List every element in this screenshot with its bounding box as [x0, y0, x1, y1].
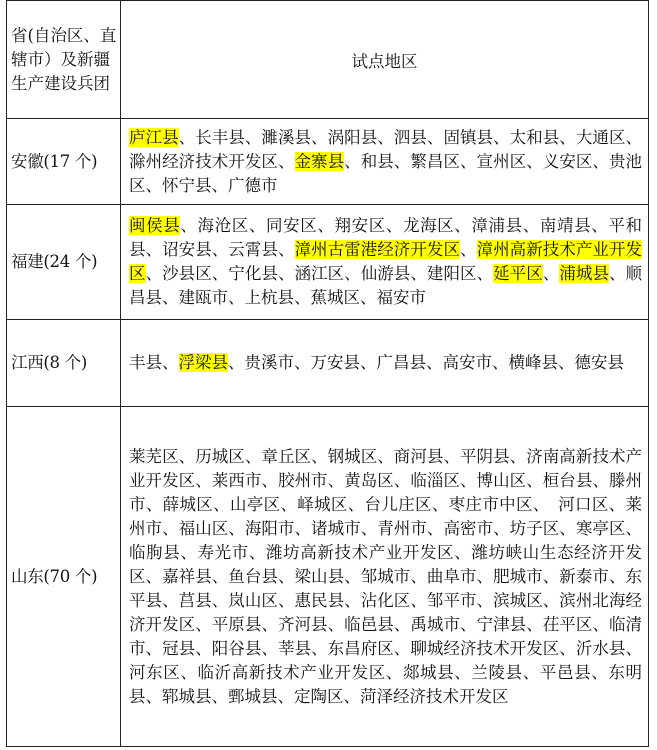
highlighted-region-text: 漳州高新技术产业开发区 — [129, 240, 643, 283]
header-province-cell: 省(自治区、直辖市）及新疆生产建设兵团 — [7, 1, 121, 119]
region-text: 、 — [542, 264, 560, 283]
header-regions-cell: 试点地区 — [121, 1, 649, 119]
region-text: 、和县、繁昌区、宣州区、义安区、贵池区、怀宁县、广德市 — [129, 151, 643, 195]
highlighted-region-text: 闽侯县 — [129, 216, 181, 235]
highlighted-region-text: 金寨县 — [294, 151, 345, 171]
province-cell-fujian: 福建(24 个) — [7, 205, 121, 320]
regions-cell-anhui — [121, 119, 649, 205]
highlighted-region-text: 浮梁县 — [178, 353, 228, 372]
highlighted-region-text: 浦城县 — [559, 264, 609, 283]
highlighted-region-text: 延平区 — [493, 264, 543, 283]
region-text: 、顺昌县、建瓯市、上杭县、蕉城区、福安市 — [129, 264, 643, 307]
region-text: 、长丰县、濉溪县、涡阳县、泗县、固镇县、太和县、大通区、滁州经济技术开发区、 — [129, 127, 643, 171]
province-cell-shandong: 山东(70 个) — [7, 407, 121, 747]
region-text: 、贵溪市、万安县、广昌县、高安市、横峰县、德安县 — [228, 353, 624, 372]
regions-cell-fujian — [121, 205, 649, 320]
highlighted-region-text: 漳州古雷港经济开发区 — [294, 240, 460, 259]
table-row — [7, 119, 649, 205]
header-row — [7, 1, 649, 119]
table-row — [7, 320, 649, 407]
regions-cell-shandong — [121, 407, 649, 747]
pilot-regions-table — [6, 0, 649, 747]
table-row — [7, 407, 649, 747]
region-text: 丰县、 — [129, 353, 179, 372]
highlighted-region-text: 庐江县 — [129, 127, 179, 147]
table-row — [7, 205, 649, 320]
region-text: 、海沧区、同安区、翔安区、龙海区、漳浦县、南靖县、平和县、诏安县、云霄县、 — [129, 216, 643, 259]
region-text: 、沙县区、宁化县、涵江区、仙游县、建阳区、 — [145, 264, 494, 283]
region-text: 莱芜区、历城区、章丘区、钢城区、商河县、平阴县、济南高新技术产业开发区、莱西市、胶州市、黄岛区、临淄区、博山区、桓台县、滕州市、薛城区、山亭区、峄城区、台儿庄区、枣庄市中区、 河口区、莱州市、福山区、海阳市、诸城市、青州市、高密市、坊子区、寒亭区、临朐县、寿光市、潍坊高新技术产业开发区、潍坊峡山生态经济开发区、嘉祥县、鱼台县、梁山县、邹城市、曲阜市、肥城市、新泰市、东平县、莒县、岚山区、惠民县、沾化区、邹平市、滨城区、滨州北海经济开发区、平原县、齐河县、临邑县、禹城市、宁津县、茌平区、临清市、冠县、阳谷县、莘县、东昌府区、聊城经济技术开发区、沂水县、河东区、临沂高新技术产业开发区、郯城县、兰陵县、平邑县、东明县、郓城县、鄄城县、定陶区、菏泽经济技术开发区 — [129, 446, 642, 706]
province-cell-anhui: 安徽(17 个) — [7, 119, 121, 205]
region-text: 、 — [460, 240, 477, 259]
province-cell-jiangxi: 江西(8 个) — [7, 320, 121, 407]
regions-cell-jiangxi — [121, 320, 649, 407]
